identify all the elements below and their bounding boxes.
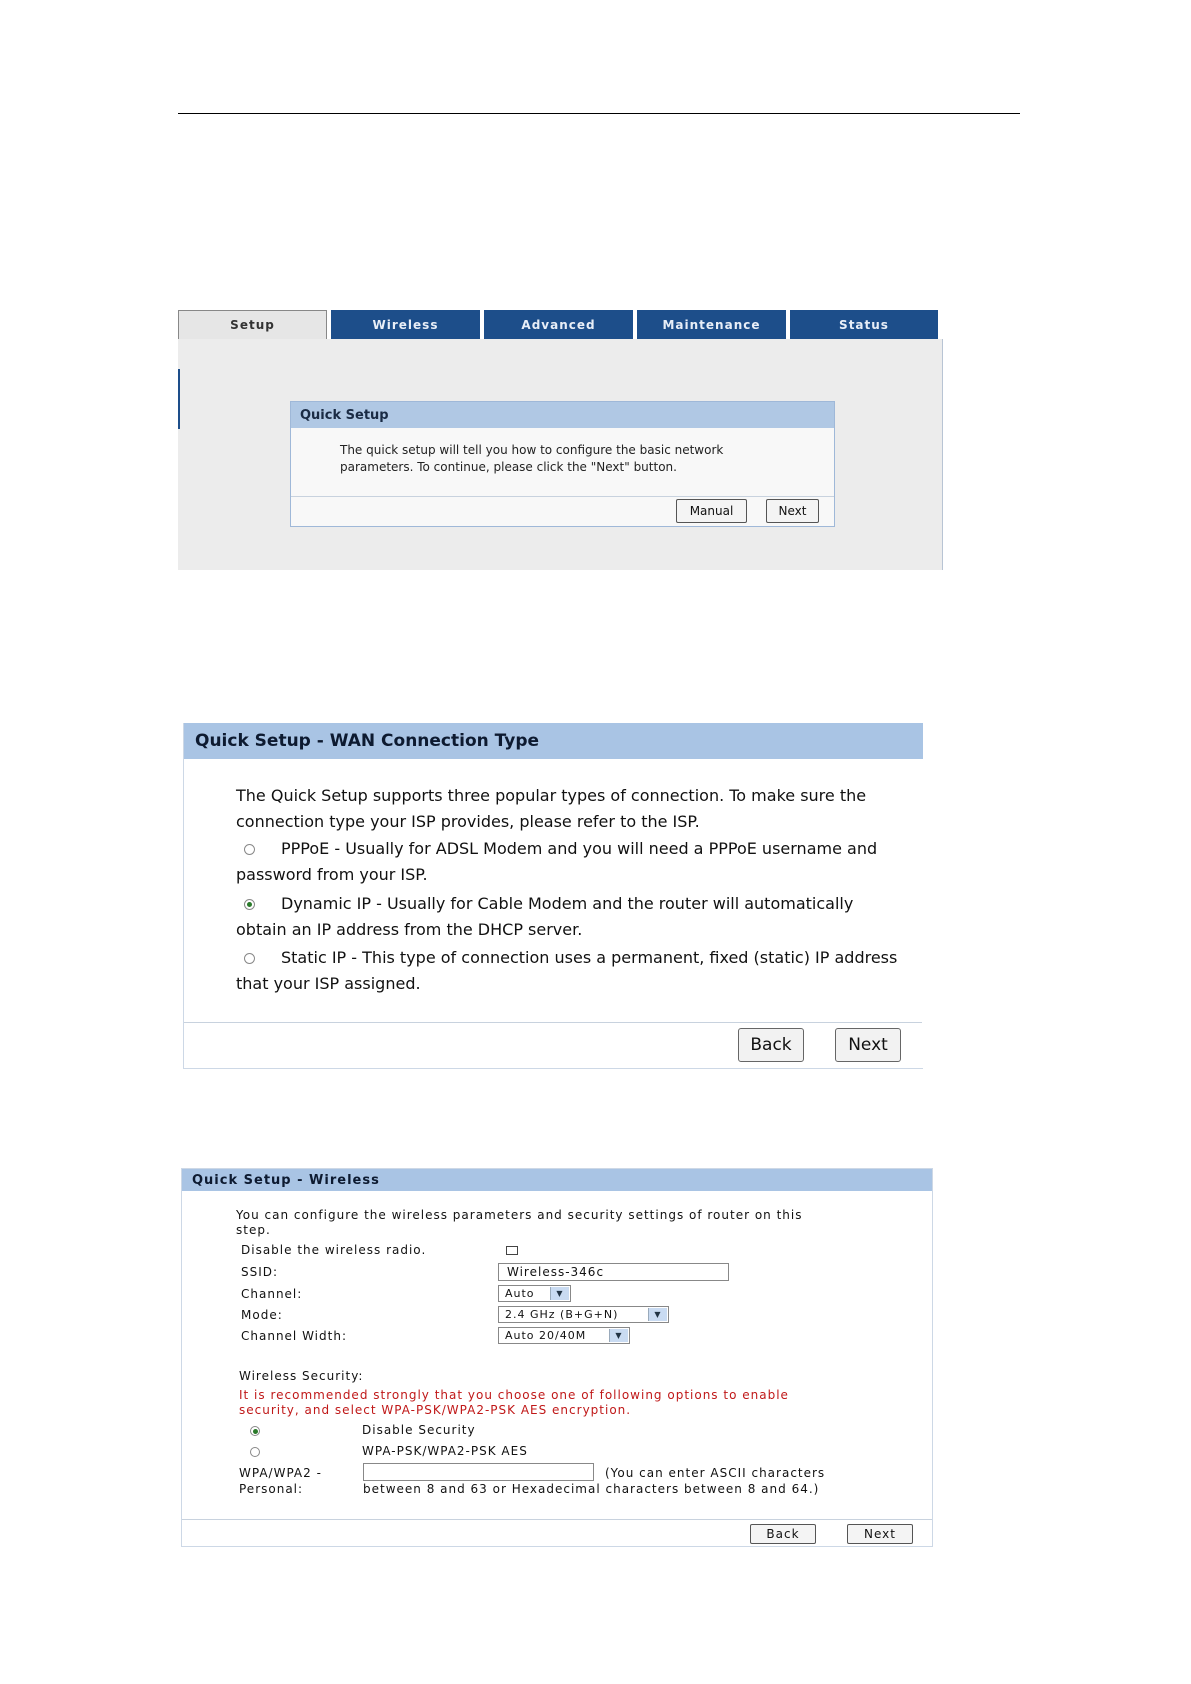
ssid-input[interactable]: Wireless-346c — [498, 1263, 729, 1281]
static-ip-label-cont: that your ISP assigned. — [236, 974, 421, 993]
wpa-psk-label: WPA-PSK/WPA2-PSK AES — [362, 1444, 528, 1458]
wpa-personal-label-2: Personal: — [239, 1482, 304, 1496]
chevron-down-icon: ▼ — [648, 1308, 667, 1321]
content-area — [178, 339, 943, 570]
divider — [182, 1519, 932, 1520]
channel-value: Auto — [505, 1287, 535, 1300]
divider — [184, 1022, 922, 1023]
description-line-2: parameters. To continue, please click the "Next" button. — [340, 460, 677, 474]
key-hint-line-2: between 8 and 63 or Hexadecimal characters between 8 and 64.) — [363, 1482, 820, 1496]
page-rule — [178, 113, 1020, 114]
disable-radio-label: Disable the wireless radio. — [241, 1243, 427, 1257]
mode-label: Mode: — [241, 1308, 283, 1322]
manual-button[interactable]: Manual — [676, 499, 747, 523]
disable-radio-checkbox[interactable] — [506, 1246, 518, 1255]
pppoe-label: PPPoE - Usually for ADSL Modem and you will need a PPPoE username and — [281, 839, 878, 858]
next-button[interactable]: Next — [766, 499, 819, 523]
static-ip-radio[interactable] — [244, 953, 255, 964]
dynamic-ip-label-cont: obtain an IP address from the DHCP server. — [236, 920, 583, 939]
pppoe-radio[interactable] — [244, 844, 255, 855]
intro-line-2: connection type your ISP provides, please refer to the ISP. — [236, 812, 700, 831]
dynamic-ip-radio[interactable] — [244, 899, 255, 910]
wpa-personal-label-1: WPA/WPA2 - — [239, 1466, 322, 1480]
tab-setup[interactable]: Setup — [178, 310, 327, 339]
pppoe-label-cont: password from your ISP. — [236, 865, 428, 884]
tab-maintenance[interactable]: Maintenance — [637, 310, 786, 339]
tab-advanced[interactable]: Advanced — [484, 310, 633, 339]
channel-select[interactable] — [498, 1285, 571, 1302]
disable-security-label: Disable Security — [362, 1423, 476, 1437]
panel-description — [340, 442, 780, 476]
mode-value: 2.4 GHz (B+G+N) — [505, 1308, 619, 1321]
quick-setup-screen — [178, 310, 943, 570]
wan-connection-screen — [183, 723, 923, 1069]
ssid-label: SSID: — [241, 1265, 279, 1279]
wpa-key-input[interactable] — [363, 1463, 594, 1481]
wireless-setup-screen — [181, 1168, 933, 1547]
security-warning-line-1: It is recommended strongly that you choose one of following options to enable — [239, 1388, 789, 1402]
description-line-1: The quick setup will tell you how to configure the basic network — [340, 443, 724, 457]
security-warning-line-2: security, and select WPA-PSK/WPA2-PSK AES encryption. — [239, 1403, 632, 1417]
channel-width-value: Auto 20/40M — [505, 1329, 587, 1342]
quick-setup-panel — [290, 401, 835, 527]
disable-security-radio[interactable] — [250, 1426, 260, 1436]
side-accent — [178, 369, 180, 429]
intro-line-1: You can configure the wireless parameters and security settings of router on this — [236, 1208, 803, 1222]
intro-line-1: The Quick Setup supports three popular types of connection. To make sure the — [236, 786, 867, 805]
divider — [291, 496, 834, 497]
wpa-psk-radio[interactable] — [250, 1447, 260, 1457]
chevron-down-icon: ▼ — [550, 1287, 569, 1300]
channel-width-label: Channel Width: — [241, 1329, 347, 1343]
intro-line-2: step. — [236, 1223, 271, 1237]
static-ip-label: Static IP - This type of connection uses a permanent, fixed (static) IP address — [281, 948, 898, 967]
mode-select[interactable] — [498, 1306, 669, 1323]
back-button[interactable]: Back — [750, 1524, 816, 1544]
panel-title: Quick Setup - WAN Connection Type — [184, 723, 923, 759]
tab-wireless[interactable]: Wireless — [331, 310, 480, 339]
back-button[interactable]: Back — [738, 1028, 804, 1062]
dynamic-ip-label: Dynamic IP - Usually for Cable Modem and the router will automatically — [281, 894, 854, 913]
panel-title: Quick Setup - Wireless — [182, 1169, 932, 1191]
key-hint-line-1: (You can enter ASCII characters — [605, 1466, 826, 1480]
tab-status[interactable]: Status — [790, 310, 938, 339]
wireless-security-label: Wireless Security: — [239, 1369, 364, 1383]
panel-title: Quick Setup — [291, 402, 834, 428]
channel-label: Channel: — [241, 1287, 303, 1301]
next-button[interactable]: Next — [835, 1028, 901, 1062]
channel-width-select[interactable] — [498, 1327, 630, 1344]
next-button[interactable]: Next — [847, 1524, 913, 1544]
nav-tabs — [178, 310, 943, 339]
chevron-down-icon: ▼ — [609, 1329, 628, 1342]
